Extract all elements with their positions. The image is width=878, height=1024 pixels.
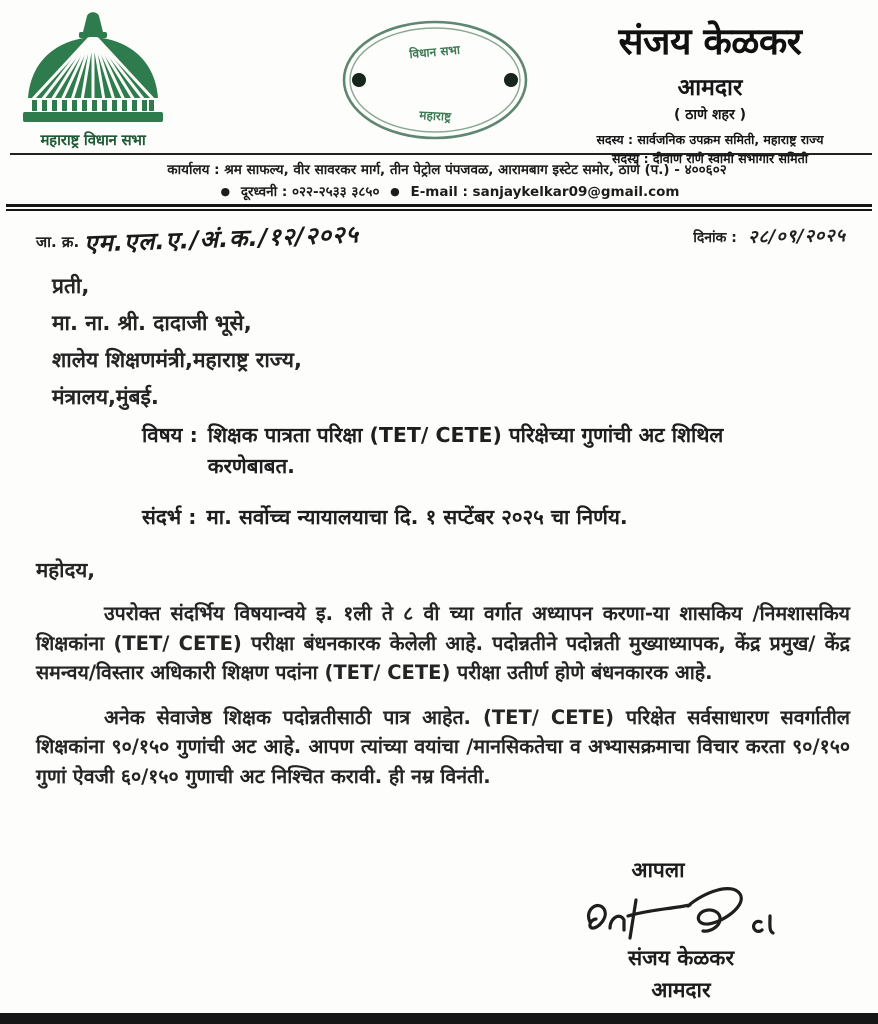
recipient-line: मंत्रालय,मुंबई. <box>52 385 159 409</box>
outward-number-handwritten: एम.एल.ए./अं.क./१२/२०२५ <box>83 220 360 258</box>
seal-icon <box>338 16 533 146</box>
mla-designation: आमदार <box>677 75 743 101</box>
signatory-designation: आमदार <box>651 978 711 1002</box>
signatory-name: संजय केळकर <box>627 946 735 970</box>
phone-email-line <box>28 182 866 200</box>
header-divider <box>10 153 872 155</box>
signature-icon <box>576 880 786 946</box>
constituency: ( ठाणे शहर ) <box>674 107 746 123</box>
email-label: E-mail : <box>410 184 468 200</box>
recipient-line: शालेय शिक्षणमंत्री,महाराष्ट्र राज्य, <box>52 348 302 372</box>
outward-number-label: जा. क्र. <box>36 233 80 251</box>
date-group <box>693 224 846 248</box>
email-address: sanjaykelkar09@gmail.com <box>472 184 680 200</box>
body-salutation: महोदय, <box>36 558 96 582</box>
recipient-salutation: प्रती, <box>52 274 90 298</box>
dome-icon <box>18 10 168 124</box>
closing-word: आपला <box>631 858 685 882</box>
subject-label: विषय : <box>142 423 198 447</box>
recipient-line: मा. ना. श्री. दादाजी भूसे, <box>52 311 252 335</box>
reference-number-row <box>36 220 850 266</box>
membership-line: सदस्य : सार्वजनिक उपक्रम समिती, महाराष्ट्र राज्य <box>596 132 824 147</box>
bullet-icon: ● <box>220 185 231 198</box>
phone-label: दूरध्वनी : <box>240 184 288 200</box>
letter-body <box>36 556 850 791</box>
letterhead-identity <box>548 14 872 168</box>
mla-name: संजय केळकर <box>618 20 802 63</box>
date-handwritten: २८/०९/२०२५ <box>747 225 847 248</box>
phone-number: ०२२-२५३३ ३८५० <box>291 184 380 200</box>
reference-label: संदर्भ : <box>142 505 197 529</box>
body-paragraph: उपरोक्त संदर्भिय विषयान्वये इ. १ली ते ८ वी च्या वर्गात अध्यापन करणा-या शासकिय /निमशासकिय शिक्षकांना (TET/ CETE) परीक्षा बंधनकारक केलेली आहे. पदोन्नतीने पदोन्नती मुख्याध्यापक, केंद्र प्रमुख/ केंद्र समन्वय/विस्तार अधिकारी शिक्षण पदांना (TET/ CETE) परीक्षा उतीर्ण होणे बंधनकारक आहे. <box>36 602 850 684</box>
office-address: कार्यालय : श्रम साफल्य, वीर सावरकर मार्ग, तीन पेट्रोल पंपजवळ, आरामबाग इस्टेट समोर, ठाणे (प.) - ४००६०२ <box>167 162 727 178</box>
logo-caption: महाराष्ट्र विधान सभा <box>40 131 146 149</box>
reference-row <box>142 502 822 533</box>
subject-text: शिक्षक पात्रता परिक्षा (TET/ CETE) परिक्षेच्या गुणांची अट शिथिल करणेबाबत. <box>207 423 724 478</box>
oval-seal <box>338 16 533 150</box>
reference-text: मा. सर्वोच्च न्यायालयाचा दि. १ सप्टेंबर २०२५ चा निर्णय. <box>206 505 628 529</box>
scan-edge-bar <box>0 1013 878 1024</box>
signature-block <box>556 856 806 1004</box>
membership-line: सदस्य : दीवाण राणे स्वामी सभागार समिती <box>612 151 808 166</box>
date-label: दिनांक : <box>693 230 737 246</box>
contact-strip <box>28 160 866 200</box>
outward-number-group <box>36 220 360 258</box>
body-paragraph: अनेक सेवाजेष्ठ शिक्षक पदोन्नतीसाठी पात्र आहेत. (TET/ CETE) परिक्षेत सर्वसाधारण सवर्गातील शिक्षकांना ९०/१५० गुणांची अट आहे. आपण त्यांच्या वयांचा /मानसिकतेचा व अभ्यासक्रमाचा विचार करता ९०/१५० गुणां ऐवजी ६०/१५० गुणाची अट निश्चित करावी. ही नम्र विनंती. <box>36 705 850 788</box>
subject-row <box>142 420 772 482</box>
seal-bottom-text: महाराष्ट्र <box>419 108 452 124</box>
bullet-icon: ● <box>390 185 400 198</box>
seal-top-text: विधान सभा <box>408 42 461 62</box>
contact-divider <box>6 204 872 211</box>
recipient-block <box>52 268 302 416</box>
vidhan-sabha-logo <box>16 10 170 150</box>
